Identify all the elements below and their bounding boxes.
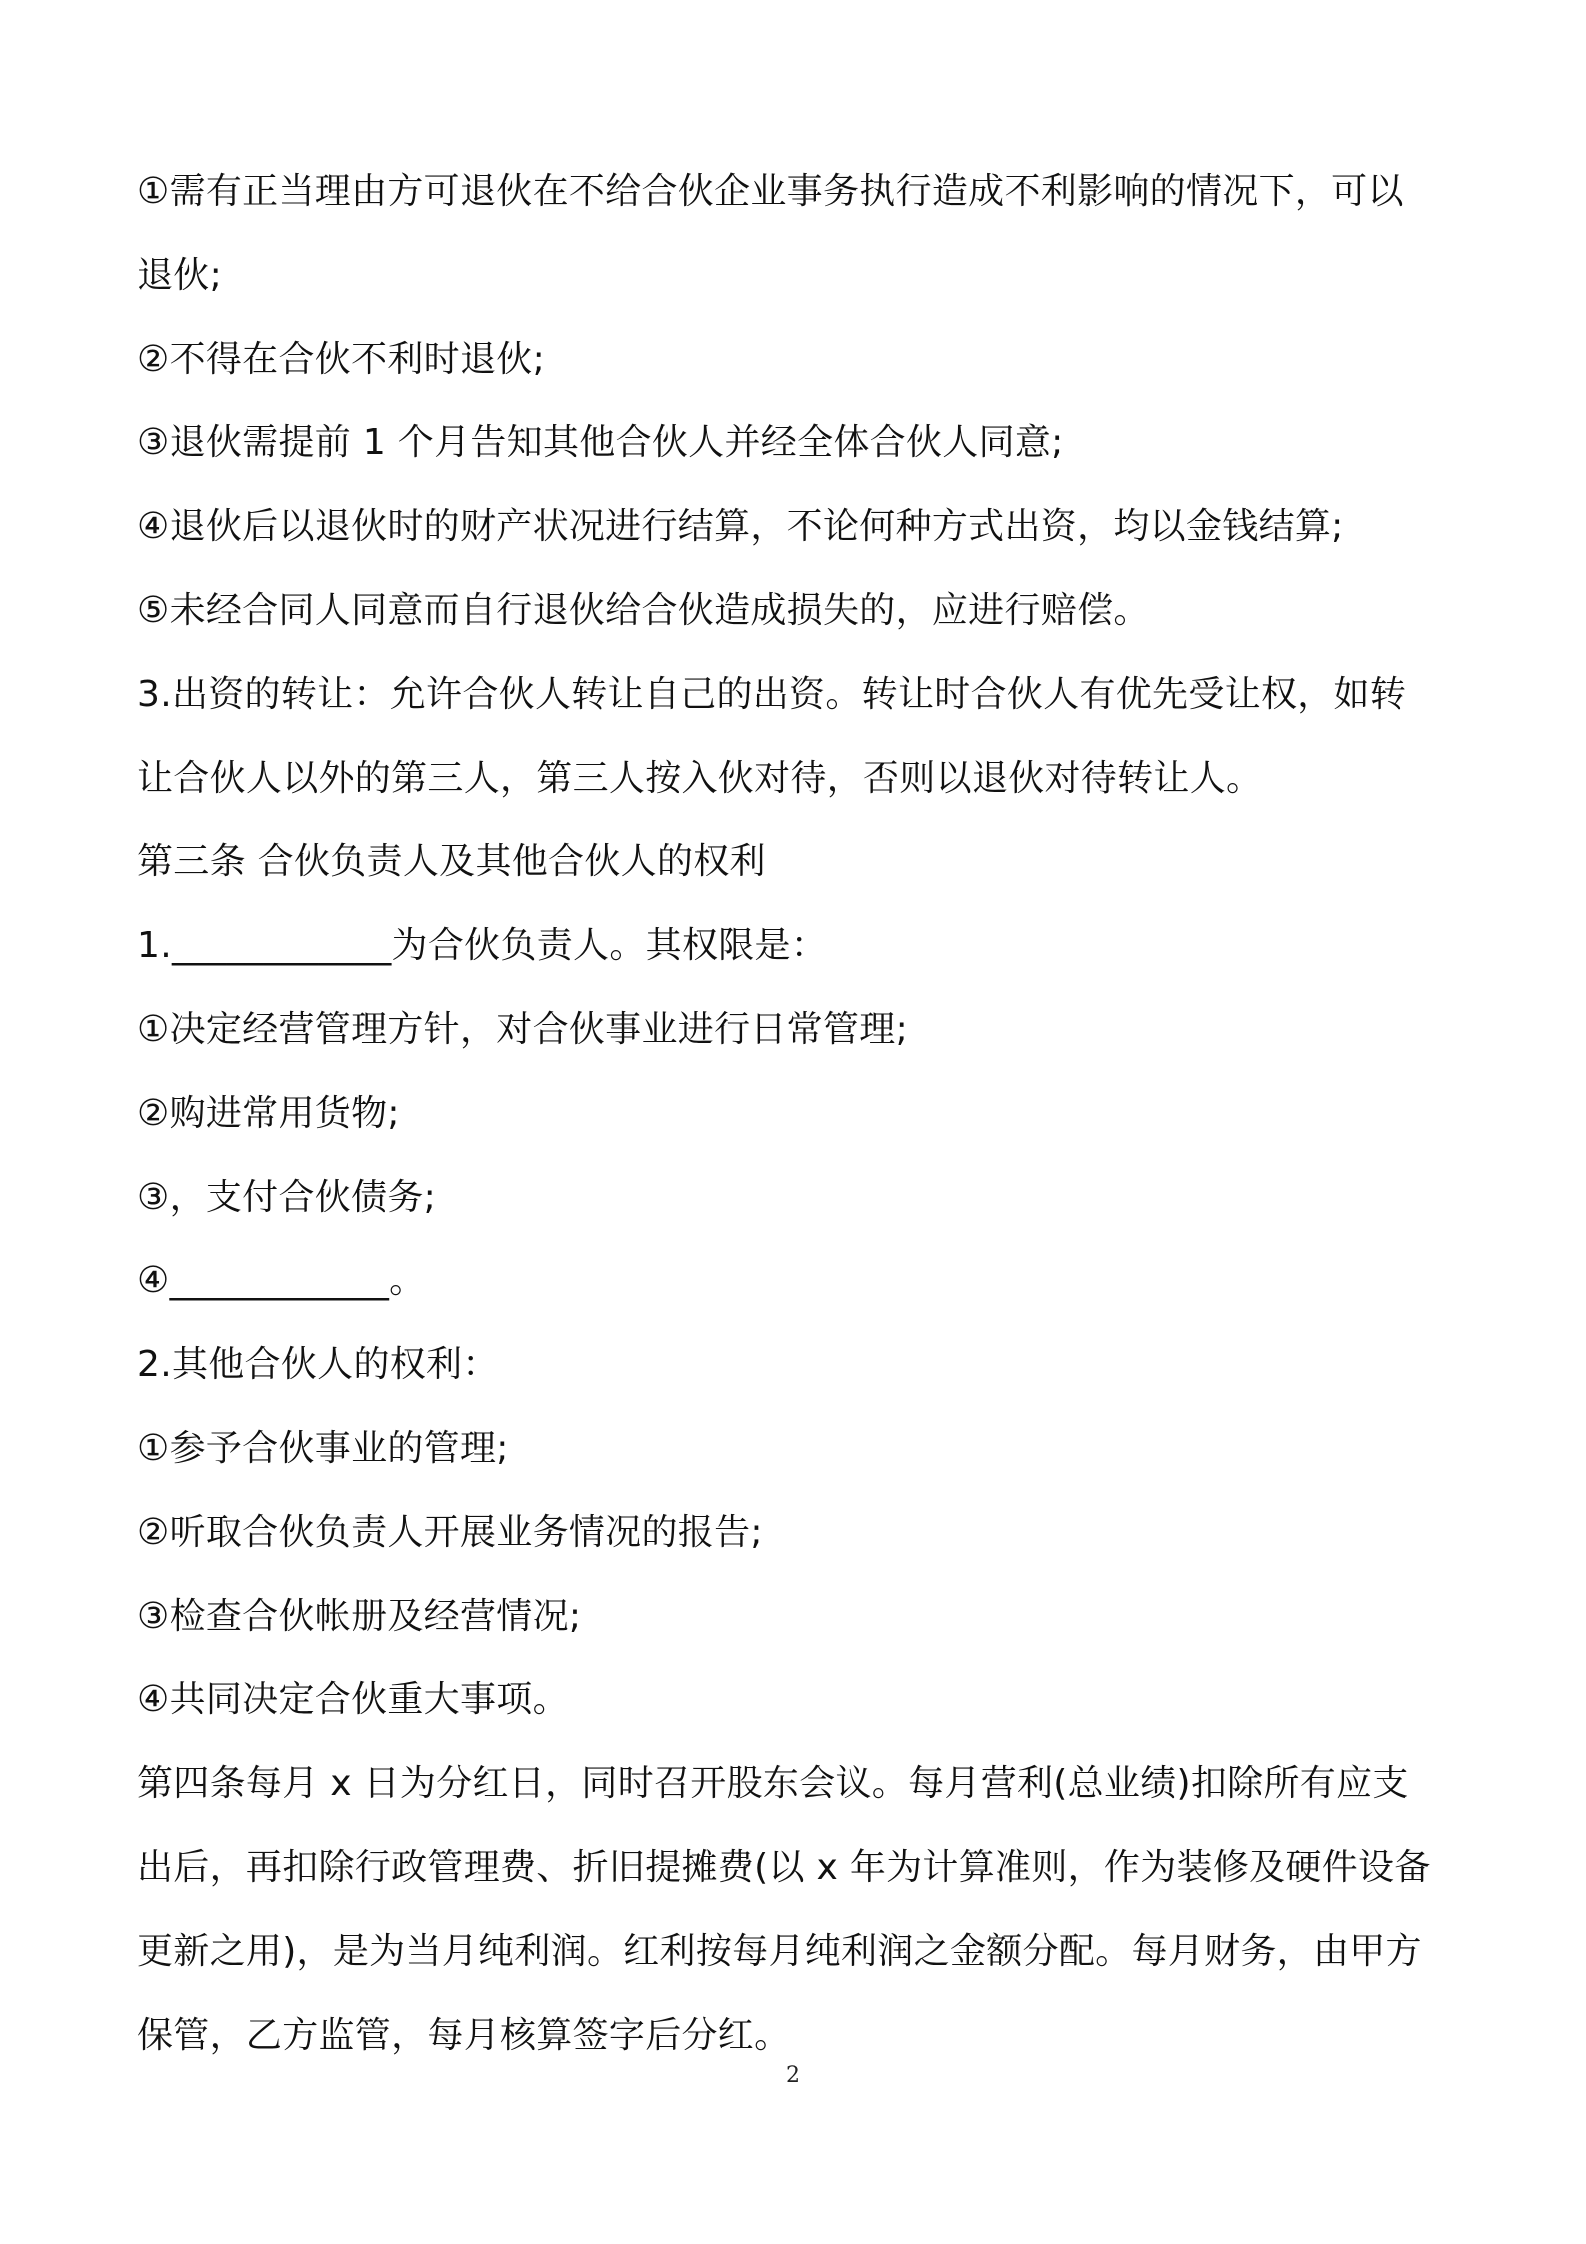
text-line: ③，支付合伙债务; (137, 1176, 437, 1218)
text-line: 保管，乙方监管，每月核算签字后分红。 (137, 2014, 791, 2056)
text-line: 出后，再扣除行政管理费、折旧提摊费(以 x 年为计算准则，作为装修及硬件设备 (137, 1846, 1431, 1888)
section-heading: 第三条 合伙负责人及其他合伙人的权利 (137, 841, 766, 883)
text-line: 更新之用)，是为当月纯利润。红利按每月纯利润之金额分配。每月财务，由甲方 (137, 1930, 1422, 1972)
document-body (137, 150, 1457, 2077)
text-line: ①决定经营管理方针，对合伙事业进行日常管理; (137, 1008, 909, 1050)
text-line: 让合伙人以外的第三人，第三人按入伙对待，否则以退伙对待转让人。 (137, 757, 1263, 799)
text-line: ③检查合伙帐册及经营情况; (137, 1595, 582, 1637)
text-line: ②听取合伙负责人开展业务情况的报告; (137, 1511, 763, 1553)
text-line: 1.____________为合伙负责人。其权限是： (137, 925, 828, 967)
text-line: ④共同决定合伙重大事项。 (137, 1679, 569, 1721)
text-line: 退伙; (137, 254, 223, 296)
text-line: ④退伙后以退伙时的财产状况进行结算，不论何种方式出资，均以金钱结算; (137, 506, 1344, 548)
text-line: ②购进常用货物; (137, 1092, 400, 1134)
text-line: 2.其他合伙人的权利： (137, 1344, 499, 1386)
text-line: ④____________。 (137, 1260, 426, 1302)
text-line: 第四条每月 x 日为分红日，同时召开股东会议。每月营利(总业绩)扣除所有应支 (137, 1763, 1409, 1805)
text-line: ⑤未经合同人同意而自行退伙给合伙造成损失的，应进行赔偿。 (137, 589, 1150, 631)
text-line: ①需有正当理由方可退伙在不给合伙企业事务执行造成不利影响的情况下，可以 (137, 171, 1404, 212)
text-line: ②不得在合伙不利时退伙; (137, 338, 546, 380)
text-line: ①参予合伙事业的管理; (137, 1427, 509, 1469)
page-number: 2 (786, 2063, 800, 2088)
text-line: ③退伙需提前 1 个月告知其他合伙人并经全体合伙人同意; (137, 422, 1064, 464)
text-line: 3.出资的转让：允许合伙人转让自己的出资。转让时合伙人有优先受让权，如转 (137, 673, 1407, 715)
